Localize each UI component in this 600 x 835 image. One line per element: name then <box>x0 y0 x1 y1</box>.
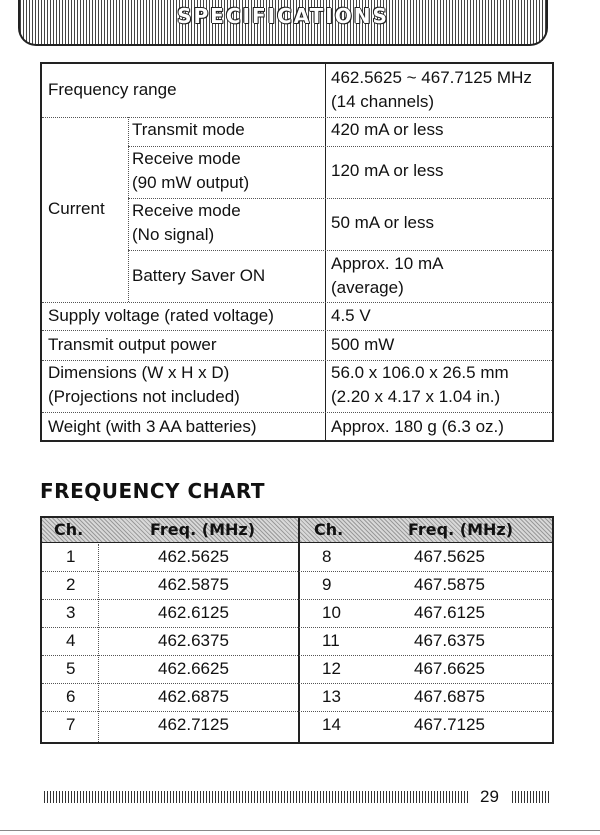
dimensions-label: Dimensions (W x H x D) <box>48 363 230 382</box>
supply-voltage-label: Supply voltage (rated voltage) <box>48 306 274 325</box>
receive-nosignal-value: 50 mA or less <box>331 213 434 232</box>
specifications-table <box>40 62 554 442</box>
channel-number: 12 <box>322 659 341 678</box>
frequency-value: 467.6875 <box>414 687 485 706</box>
frequency-value: 467.7125 <box>414 715 485 734</box>
row-divider <box>128 198 552 199</box>
channel-number: 4 <box>66 631 76 650</box>
frequency-value: 462.7125 <box>158 715 229 734</box>
table-row <box>42 543 552 572</box>
channel-number: 5 <box>66 659 76 678</box>
transmit-mode-label: Transmit mode <box>132 120 245 139</box>
battery-saver-label: Battery Saver ON <box>132 266 266 285</box>
current-label: Current <box>48 199 105 218</box>
channel-number: 10 <box>322 603 341 622</box>
spec-value-divider <box>325 64 326 440</box>
table-row <box>42 627 552 656</box>
channel-number: 7 <box>66 715 76 734</box>
frequency-value: 462.6875 <box>158 687 229 706</box>
frequency-range-channels: (14 channels) <box>331 92 435 111</box>
battery-saver-value: Approx. 10 mA <box>331 254 444 273</box>
frequency-chart-table <box>40 516 554 744</box>
frequency-value: 467.6375 <box>414 631 485 650</box>
transmit-output-value: 500 mW <box>331 335 395 354</box>
frequency-value: 462.5625 <box>158 547 229 566</box>
current-mode-divider <box>128 117 129 302</box>
row-divider <box>42 360 552 361</box>
row-divider <box>128 146 552 147</box>
table-row <box>42 571 552 600</box>
channel-number: 14 <box>322 715 341 734</box>
frequency-value: 467.5625 <box>414 547 485 566</box>
row-divider <box>42 330 552 331</box>
channel-number: 8 <box>322 547 332 566</box>
table-row <box>42 683 552 712</box>
dimensions-inches: (2.20 x 4.17 x 1.04 in.) <box>331 387 501 406</box>
transmit-output-label: Transmit output power <box>48 335 217 354</box>
frequency-range-label: Frequency range <box>48 80 177 99</box>
channel-number: 1 <box>66 547 76 566</box>
channel-number: 6 <box>66 687 76 706</box>
receive-nosignal-sublabel: (No signal) <box>132 225 215 244</box>
weight-value: Approx. 180 g (6.3 oz.) <box>331 417 504 436</box>
header-freq-right: Freq. (MHz) <box>408 520 513 539</box>
frequency-value: 462.6625 <box>158 659 229 678</box>
header-ch-right: Ch. <box>314 520 344 539</box>
transmit-mode-value: 420 mA or less <box>331 120 444 139</box>
frequency-value: 462.6375 <box>158 631 229 650</box>
frequency-range-value: 462.5625 ~ 467.7125 MHz <box>331 68 532 87</box>
header-ch-left: Ch. <box>54 520 84 539</box>
page-number: 29 <box>480 787 499 806</box>
frequency-value: 467.6125 <box>414 603 485 622</box>
channel-number: 11 <box>322 631 340 650</box>
receive-mode-sublabel: (90 mW output) <box>132 173 250 192</box>
channel-number: 2 <box>66 575 76 594</box>
footer-decoration <box>44 791 470 803</box>
frequency-value: 462.6125 <box>158 603 229 622</box>
specifications-banner <box>18 0 548 46</box>
receive-nosignal-label: Receive mode <box>132 201 241 220</box>
banner-title: SPECIFICATIONS <box>177 4 389 28</box>
table-row <box>42 711 552 739</box>
frequency-value: 467.6625 <box>414 659 485 678</box>
receive-mode-label: Receive mode <box>132 149 241 168</box>
header-freq-left: Freq. (MHz) <box>150 520 255 539</box>
row-divider <box>128 250 552 251</box>
frequency-value: 467.5875 <box>414 575 485 594</box>
row-divider <box>42 117 552 118</box>
battery-saver-note: (average) <box>331 278 404 297</box>
supply-voltage-value: 4.5 V <box>331 306 371 325</box>
channel-number: 13 <box>322 687 341 706</box>
frequency-value: 462.5875 <box>158 575 229 594</box>
weight-label: Weight (with 3 AA batteries) <box>48 417 257 436</box>
dimensions-value: 56.0 x 106.0 x 26.5 mm <box>331 363 509 382</box>
dimensions-note: (Projections not included) <box>48 387 240 406</box>
chart-header-row <box>42 518 552 543</box>
channel-number: 9 <box>322 575 332 594</box>
channel-number: 3 <box>66 603 76 622</box>
row-divider <box>42 412 552 413</box>
footer-decoration <box>512 791 550 803</box>
bottom-rule <box>0 830 600 831</box>
frequency-chart-title: FREQUENCY CHART <box>40 479 266 503</box>
receive-mode-value: 120 mA or less <box>331 161 444 180</box>
table-row <box>42 655 552 684</box>
row-divider <box>42 302 552 303</box>
table-row <box>42 599 552 628</box>
